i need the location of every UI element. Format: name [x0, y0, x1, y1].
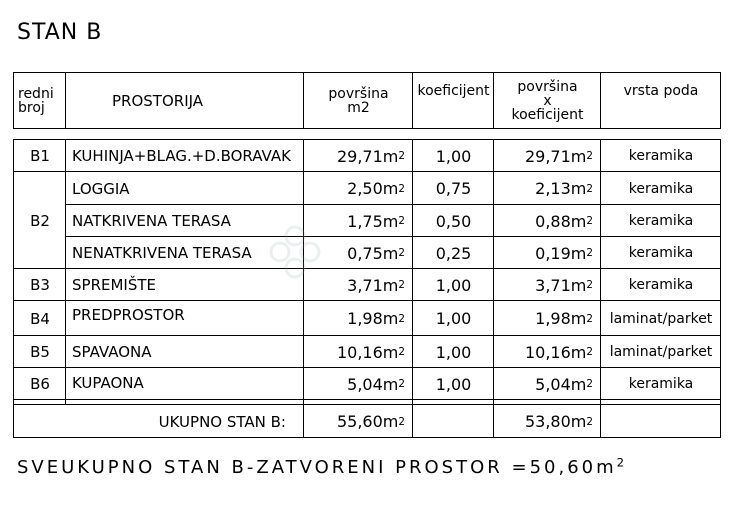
header-prostorija: PROSTORIJA	[112, 91, 204, 110]
floor-type: laminat/parket	[609, 310, 713, 327]
room-weighted: 5,04m 2	[535, 374, 593, 394]
room-name: NATKRIVENA TERASA	[72, 212, 231, 230]
room-weighted: 29,71m 2	[524, 146, 593, 166]
group-label: B4	[30, 309, 50, 328]
room-coef: 1,00	[435, 309, 472, 328]
room-weighted-value: 0,88m	[535, 211, 587, 231]
grand-total-exponent: 2	[616, 455, 628, 470]
floor-type: keramika	[628, 213, 694, 229]
floor-type: keramika	[628, 277, 694, 293]
room-weighted-value: 3,71m	[535, 275, 587, 295]
room-area: 1,98m 2	[347, 309, 405, 328]
header-pk-line2: x	[543, 92, 552, 109]
header-povrsina-x-koeficijent	[494, 73, 601, 128]
floor-type: keramika	[628, 245, 694, 261]
room-area: 3,71m 2	[347, 275, 405, 295]
room-area-value: 29,71m	[336, 146, 399, 166]
room-name: SPAVAONA	[72, 343, 152, 361]
page-title: STAN B	[17, 20, 103, 45]
room-weighted-value: 1,98m	[535, 309, 587, 328]
room-area-value: 3,71m	[347, 275, 399, 295]
room-area: 1,75m 2	[347, 211, 405, 231]
room-area-value: 0,75m	[347, 243, 399, 263]
room-name: SPREMIŠTE	[72, 276, 156, 294]
room-coef: 1,00	[435, 374, 472, 394]
room-weighted: 10,16m 2	[524, 342, 593, 362]
room-name: KUPAONA	[72, 374, 144, 392]
floor-type: laminat/parket	[609, 344, 713, 360]
room-name: PREDPROSTOR	[72, 306, 185, 324]
header-povrsina-line2: m2	[347, 99, 370, 116]
room-weighted: 0,19m 2	[535, 243, 593, 263]
room-coef: 0,50	[435, 211, 472, 231]
room-area: 29,71m 2	[336, 146, 405, 166]
room-name: LOGGIA	[72, 179, 130, 198]
room-area-value: 2,50m	[347, 179, 399, 198]
room-coef: 1,00	[435, 275, 472, 295]
total-area: 55,60m 2	[336, 412, 405, 431]
group-label: B5	[30, 343, 50, 361]
room-coef: 0,25	[435, 243, 472, 263]
floor-type: keramika	[628, 376, 694, 392]
room-weighted: 0,88m 2	[535, 211, 593, 231]
header-redni-broj	[14, 73, 66, 128]
room-weighted: 1,98m 2	[535, 309, 593, 328]
room-weighted-value: 10,16m	[524, 342, 587, 362]
total-label: UKUPNO STAN B:	[158, 412, 286, 431]
room-weighted: 3,71m 2	[535, 275, 593, 295]
header-povrsina-line1: površina	[328, 85, 389, 102]
grand-total-text: SVEUKUPNO STAN B-ZATVORENI PROSTOR =50,60m	[17, 457, 617, 478]
room-name: KUHINJA+BLAG.+D.BORAVAK	[72, 147, 291, 165]
header-koeficijent: koeficijent	[417, 83, 490, 99]
room-area: 2,50m 2	[347, 179, 405, 198]
group-label: B6	[30, 375, 50, 393]
header-povrsina	[304, 73, 413, 128]
header-pk-line3: koeficijent	[511, 106, 584, 123]
room-area-value: 10,16m	[336, 342, 399, 362]
room-coef: 0,75	[435, 179, 472, 198]
room-weighted-value: 2,13m	[535, 179, 587, 198]
room-coef: 1,00	[435, 342, 472, 362]
group-label: B1	[30, 147, 50, 165]
floor-type: keramika	[628, 148, 694, 164]
room-area: 10,16m 2	[336, 342, 405, 362]
header-pk-line1: površina	[517, 78, 578, 95]
room-area-value: 1,98m	[347, 309, 399, 328]
floor-type: keramika	[628, 180, 694, 197]
group-label: B2	[30, 211, 50, 230]
header-vrsta-poda: vrsta poda	[623, 83, 699, 99]
room-weighted: 2,13m 2	[535, 179, 593, 198]
room-name: NENATKRIVENA TERASA	[72, 244, 252, 262]
grand-total-line	[17, 457, 627, 478]
room-area-value: 1,75m	[347, 211, 399, 231]
room-weighted-value: 5,04m	[535, 374, 587, 394]
header-redni: redni	[18, 85, 54, 102]
room-area-value: 5,04m	[347, 374, 399, 394]
group-label: B3	[30, 276, 50, 294]
room-coef: 1,00	[435, 146, 472, 166]
total-weighted: 53,80m 2	[524, 412, 593, 431]
room-weighted-value: 29,71m	[524, 146, 587, 166]
room-area: 5,04m 2	[347, 374, 405, 394]
room-weighted-value: 0,19m	[535, 243, 587, 263]
total-weighted-value: 53,80m	[524, 412, 587, 431]
total-area-value: 55,60m	[336, 412, 399, 431]
room-area: 0,75m 2	[347, 243, 405, 263]
header-broj: broj	[18, 99, 45, 116]
